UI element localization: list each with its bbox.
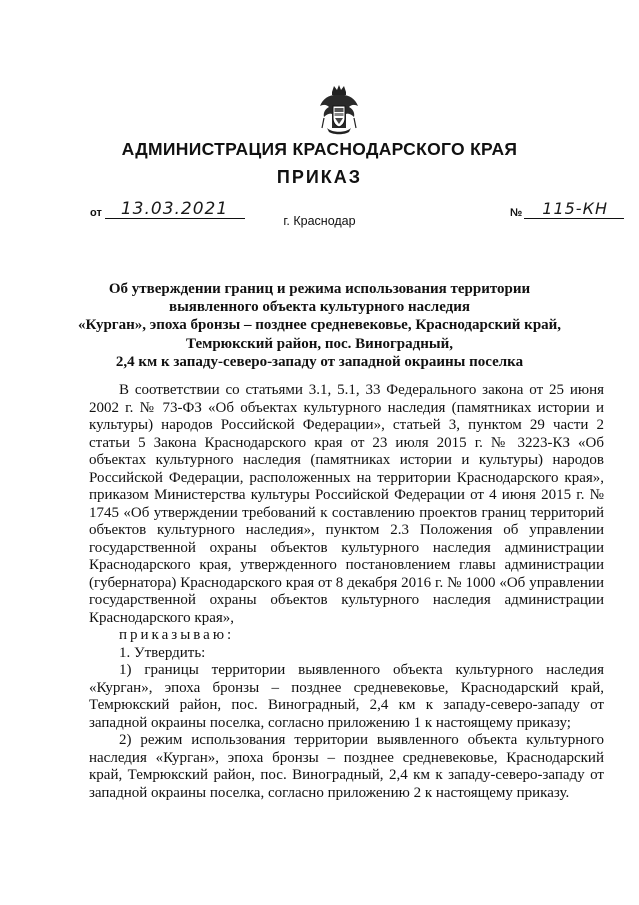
subject-line: Темрюкский район, пос. Виноградный, bbox=[186, 335, 453, 352]
item-2-paragraph: 2) режим использования территории выявленного объекта культурного наследия «Курган», эпоха бронзы – позднее средневековье, Краснодарский край, Темрюкский район, пос. Виноградный, 2,4 км к западу-северо-западу от западной окраины поселка, согласно приложению 2 к настоящему приказу. bbox=[89, 732, 604, 801]
handwritten-number: 115-КН bbox=[524, 200, 624, 219]
number-prefix: № bbox=[510, 207, 523, 219]
date-prefix: от bbox=[90, 207, 102, 219]
document-body bbox=[89, 382, 604, 802]
document-subject bbox=[0, 280, 639, 371]
handwritten-date: 13.03.2021 bbox=[105, 200, 245, 219]
subject-line: выявленного объекта культурного наследия bbox=[168, 299, 471, 316]
coat-of-arms-emblem bbox=[318, 84, 360, 136]
organization-title: АДМИНИСТРАЦИЯ КРАСНОДАРСКОГО КРАЯ bbox=[121, 139, 518, 159]
order-word: приказываю: bbox=[119, 627, 235, 643]
preamble-paragraph: В соответствии со статьями 3.1, 5.1, 33 Федерального закона от 25 июня 2002 г. № 73-ФЗ «Об объектах культурного наследия (памятниках истории и культуры) народов Российской Федерации», статьей 3, пунктом 29 части 2 статьи 5 Закона Краснодарского края от 23 июля 2015 г. № 3223-КЗ «Об объектах культурного наследия (памятниках истории и культуры) народов Российской Федерации, расположенных на территории Краснодарского края», приказом Министерства культуры Российской Федерации от 4 июня 2015 г. № 1745 «Об утверждении требований к составлению проектов границ территорий объектов культурного наследия», пунктом 2.3 Положения об управлении государственной охраны объектов культурного наследия администрации Краснодарского края, утвержденного постановлением главы администрации (губернатора) Краснодарского края от 8 декабря 2016 г. № 1000 «Об управлении государственной охраны объектов культурного наследия администрации Краснодарского края», bbox=[89, 382, 604, 626]
city-line: г. Краснодар bbox=[283, 214, 356, 228]
subject-line: Об утверждении границ и режима использования территории bbox=[108, 281, 531, 297]
item-1-paragraph: 1) границы территории выявленного объекта культурного наследия «Курган», эпоха бронзы – позднее средневековье, Краснодарский край, Темрюкский район, пос. Виноградный, 2,4 км к западу-северо-западу от западной окраины поселка, согласно приложению 1 к настоящему приказу; bbox=[89, 662, 604, 731]
subject-line: 2,4 км к западу-северо-западу от западной окраины поселка bbox=[115, 353, 524, 370]
document-type: ПРИКАЗ bbox=[276, 167, 363, 187]
subject-line: «Курган», эпоха бронзы – позднее средневековье, Краснодарский край, bbox=[77, 317, 562, 334]
approve-paragraph: 1. Утвердить: bbox=[119, 644, 206, 661]
